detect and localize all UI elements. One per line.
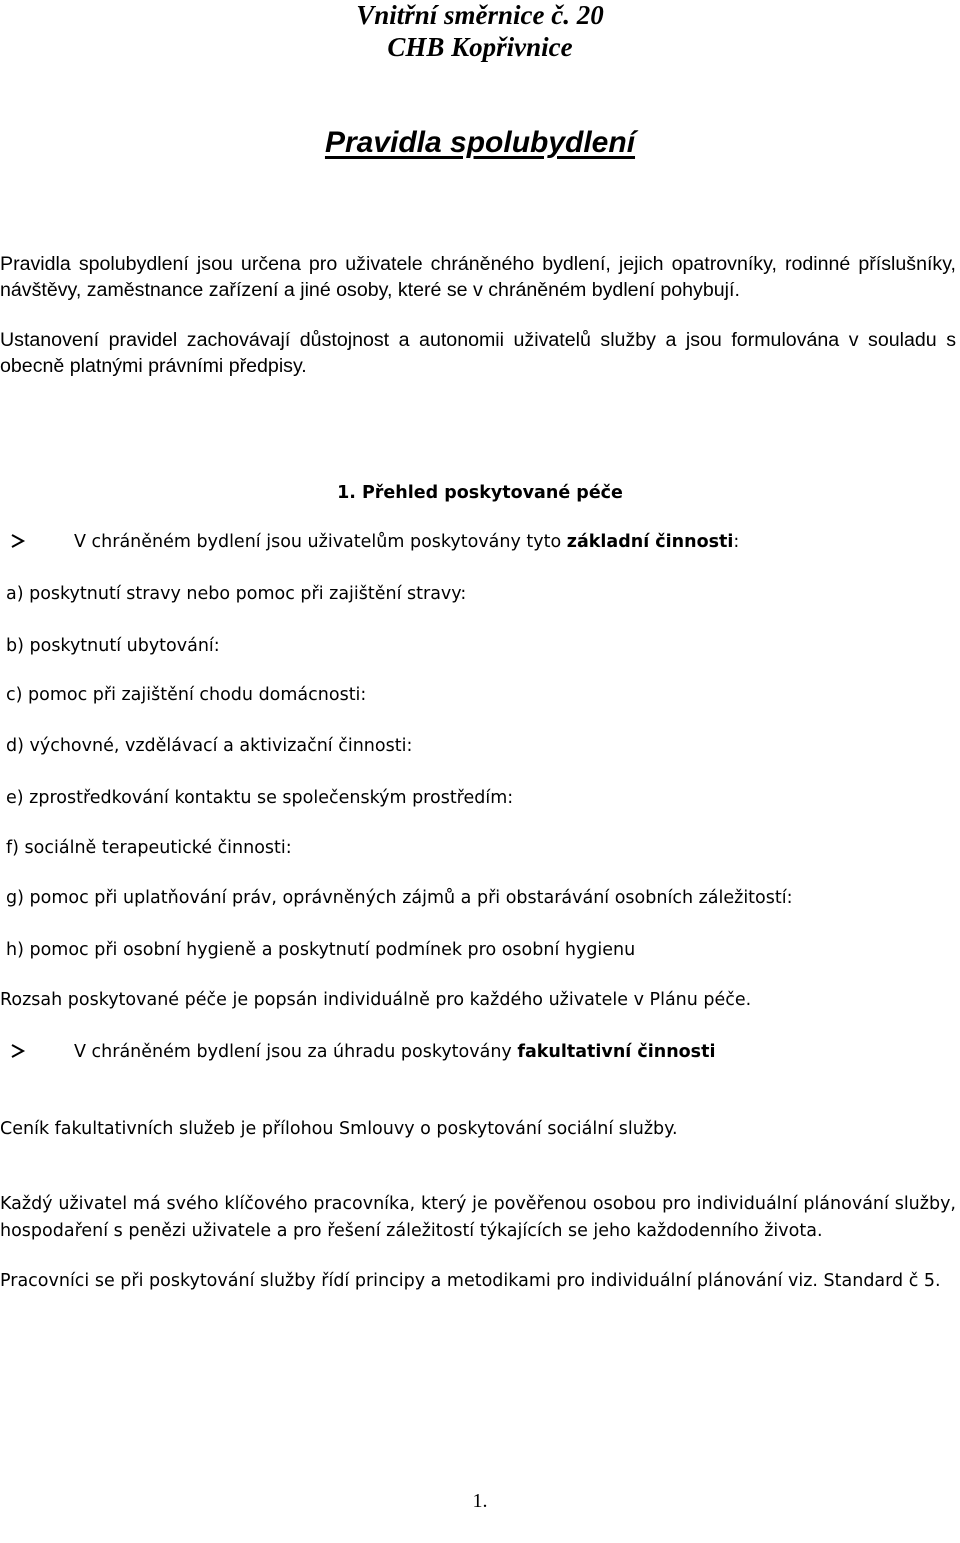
section-heading: 1. Přehled poskytované péče	[337, 483, 623, 503]
list-item: a) poskytnutí stravy nebo pomoc při zajištění stravy:	[6, 584, 467, 604]
arrow-bullet-icon	[10, 533, 26, 549]
care-scope-note: Rozsah poskytované péče je popsán individuálně pro každého uživatele v Plánu péče.	[0, 990, 752, 1010]
document-title: Pravidla spolubydlení	[324, 126, 636, 159]
price-list-note: Ceník fakultativních služeb je přílohou Smlouvy o poskytování sociální služby.	[0, 1119, 678, 1139]
directive-number: Vnitřní směrnice č. 20	[356, 0, 604, 30]
list-item: e) zprostředkování kontaktu se společenským prostředím:	[6, 788, 514, 808]
list-item: d) výchovné, vzdělávací a aktivizační činnosti:	[6, 736, 413, 756]
list-item: h) pomoc při osobní hygieně a poskytnutí podmínek pro osobní hygienu	[6, 940, 636, 960]
intro-paragraph-2: Ustanovení pravidel zachovávají důstojnost a autonomii uživatelů služby a jsou formulována v souladu s obecně platnými právními předpisy.	[0, 329, 956, 377]
principles-paragraph: Pracovníci se při poskytování služby řídí principy a metodikami pro individuální plánování viz. Standard č 5.	[0, 1271, 941, 1291]
organization-name: CHB Kopřivnice	[387, 32, 573, 62]
arrow-bullet-icon	[10, 1043, 26, 1059]
page-number: 1.	[472, 1490, 488, 1512]
intro-paragraph-1: Pravidla spolubydlení jsou určena pro uživatele chráněného bydlení, jejich opatrovníky, rodinné příslušníky, návštěvy, zaměstnance zařízení a jiné osoby, které se v chráněném bydlení pohybují.	[0, 253, 956, 301]
list-item: f) sociálně terapeutické činnosti:	[6, 838, 292, 858]
list-item: c) pomoc při zajištění chodu domácnosti:	[6, 685, 367, 705]
basic-services-intro: V chráněném bydlení jsou uživatelům poskytovány tyto základní činnosti:	[74, 532, 740, 552]
list-item: b) poskytnutí ubytování:	[6, 636, 220, 656]
optional-services-intro: V chráněném bydlení jsou za úhradu poskytovány fakultativní činnosti	[74, 1042, 716, 1062]
list-item: g) pomoc při uplatňování práv, oprávněných zájmů a při obstarávání osobních záležitostí:	[6, 888, 793, 908]
key-worker-paragraph: Každý uživatel má svého klíčového pracovníka, který je pověřenou osobou pro individuální plánování služby, hospodaření s penězi uživatele a pro řešení záležitostí týkajících se jeho každodenního života.	[0, 1194, 956, 1241]
